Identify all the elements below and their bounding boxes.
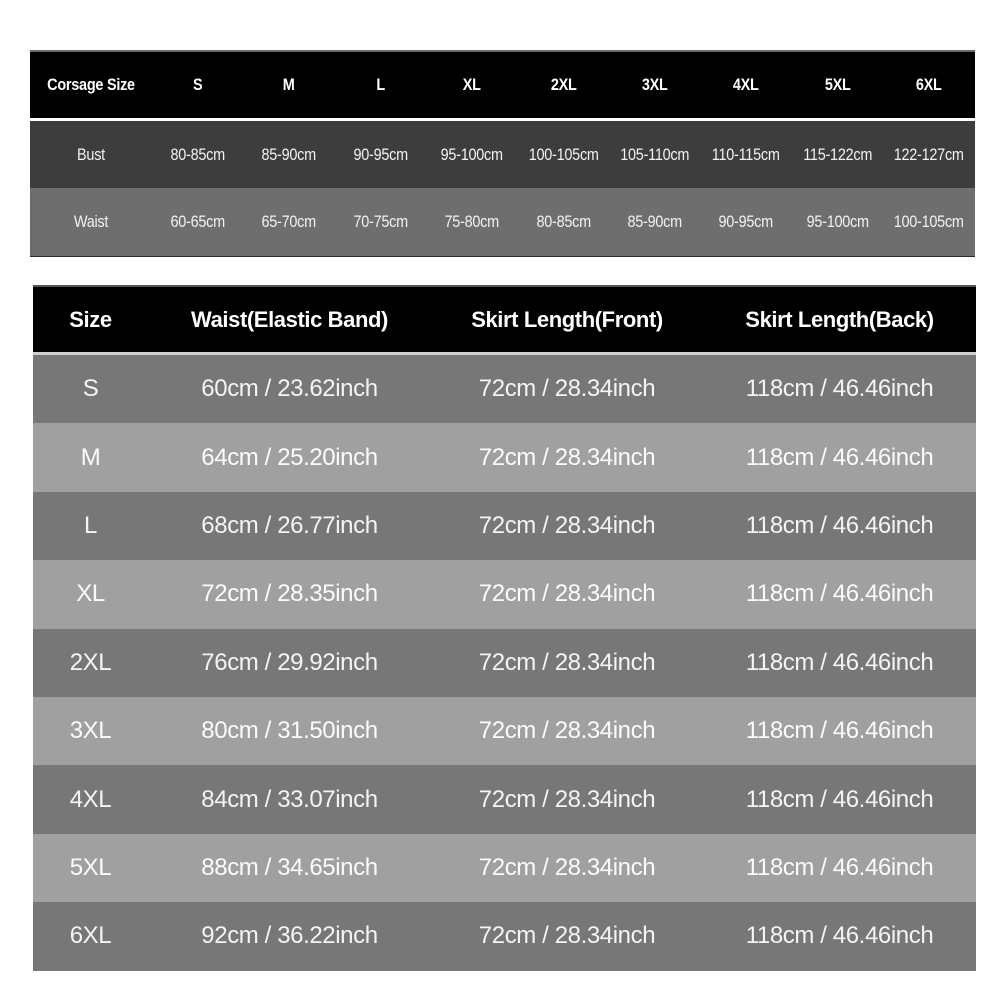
size-cell: 5XL	[69, 853, 112, 881]
corsage-size-label: XL	[462, 75, 481, 94]
column-header-size: Size	[69, 306, 112, 332]
bust-value: 85-90cm	[261, 144, 317, 164]
table-row	[33, 492, 976, 560]
front-length-cell: 72cm / 28.34inch	[478, 375, 656, 403]
front-length-cell: 72cm / 28.34inch	[478, 511, 656, 539]
waist-cell: 72cm / 28.35inch	[201, 580, 378, 608]
waist-cell: 76cm / 29.92inch	[201, 648, 378, 676]
back-length-cell: 118cm / 46.46inch	[745, 375, 934, 403]
bust-value: 100-105cm	[528, 144, 599, 164]
waist-cell: 60cm / 23.62inch	[201, 375, 378, 403]
table-row	[33, 355, 976, 423]
bust-value: 90-95cm	[353, 144, 408, 164]
back-length-cell: 118cm / 46.46inch	[745, 922, 934, 950]
bust-value: 105-110cm	[620, 144, 690, 164]
front-length-cell: 72cm / 28.34inch	[478, 922, 656, 950]
bust-value: 122-127cm	[893, 144, 964, 164]
table-row	[33, 629, 976, 697]
front-length-cell: 72cm / 28.34inch	[478, 648, 656, 676]
waist-cell: 68cm / 26.77inch	[201, 511, 378, 539]
waist-cell: 84cm / 33.07inch	[201, 785, 378, 813]
column-header-waist: Waist(Elastic Band)	[191, 306, 388, 332]
waist-value: 90-95cm	[718, 212, 774, 231]
size-cell: M	[80, 443, 101, 471]
size-cell: 4XL	[69, 785, 112, 813]
size-cell: XL	[76, 580, 105, 608]
back-length-cell: 118cm / 46.46inch	[745, 511, 934, 539]
column-header-back-length: Skirt Length(Back)	[745, 306, 934, 332]
size-cell: 6XL	[69, 922, 112, 950]
waist-value: 100-105cm	[893, 212, 964, 231]
waist-value: 95-100cm	[806, 212, 869, 231]
corsage-size-label: S	[193, 75, 203, 94]
column-header-front-length: Skirt Length(Front)	[471, 306, 663, 332]
skirt-size-table	[33, 285, 976, 971]
table-row	[33, 423, 976, 491]
waist-cell: 88cm / 34.65inch	[201, 853, 378, 881]
back-length-cell: 118cm / 46.46inch	[745, 648, 934, 676]
waist-value: 70-75cm	[353, 212, 408, 231]
table-row	[33, 765, 976, 833]
corsage-size-label: 3XL	[641, 75, 668, 94]
waist-value: 60-65cm	[170, 212, 225, 231]
waist-cell: 80cm / 31.50inch	[201, 717, 378, 745]
size-cell: 2XL	[69, 648, 112, 676]
table-row	[33, 902, 976, 970]
corsage-size-label: 6XL	[915, 75, 942, 94]
back-length-cell: 118cm / 46.46inch	[745, 785, 934, 813]
size-cell: L	[84, 511, 97, 539]
corsage-size-label: 2XL	[550, 75, 577, 94]
table-row	[33, 560, 976, 628]
corsage-bust-row	[30, 121, 975, 188]
bust-value: 95-100cm	[440, 144, 503, 164]
waist-cell: 92cm / 36.22inch	[201, 922, 378, 950]
back-length-cell: 118cm / 46.46inch	[745, 580, 934, 608]
bust-value: 115-122cm	[802, 144, 872, 164]
corsage-size-table	[30, 50, 975, 257]
back-length-cell: 118cm / 46.46inch	[745, 443, 934, 471]
corsage-waist-row	[30, 188, 975, 257]
bust-value: 80-85cm	[170, 144, 225, 164]
bust-value: 110-115cm	[712, 144, 780, 164]
front-length-cell: 72cm / 28.34inch	[478, 717, 656, 745]
waist-value: 75-80cm	[444, 212, 500, 231]
skirt-header-row	[33, 285, 976, 352]
bust-label: Bust	[77, 144, 105, 164]
table-row	[33, 834, 976, 902]
front-length-cell: 72cm / 28.34inch	[478, 580, 656, 608]
corsage-size-label: 4XL	[733, 75, 759, 94]
waist-value: 65-70cm	[261, 212, 317, 231]
waist-value: 80-85cm	[536, 212, 591, 231]
corsage-size-label: L	[376, 75, 385, 94]
front-length-cell: 72cm / 28.34inch	[478, 853, 656, 881]
front-length-cell: 72cm / 28.34inch	[478, 443, 656, 471]
size-cell: S	[82, 375, 99, 403]
waist-label: Waist	[73, 212, 109, 231]
back-length-cell: 118cm / 46.46inch	[745, 853, 934, 881]
corsage-header-row	[30, 50, 975, 118]
waist-value: 85-90cm	[627, 212, 682, 231]
table-row	[33, 697, 976, 765]
front-length-cell: 72cm / 28.34inch	[478, 785, 656, 813]
size-cell: 3XL	[69, 717, 112, 745]
waist-cell: 64cm / 25.20inch	[201, 443, 378, 471]
corsage-size-label: 5XL	[824, 75, 851, 94]
corsage-size-label: M	[283, 75, 295, 94]
back-length-cell: 118cm / 46.46inch	[745, 717, 934, 745]
corsage-header-label: Corsage Size	[47, 75, 135, 94]
